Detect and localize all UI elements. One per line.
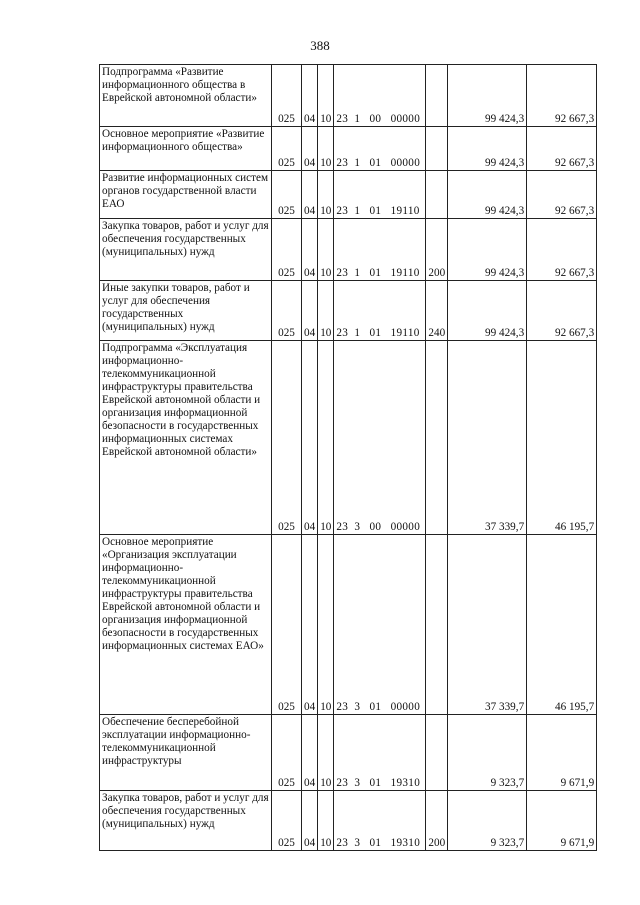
section-code: 04 [302,535,318,715]
subsection-code: 10 [318,535,334,715]
amount-1: 99 424,3 [448,281,527,341]
row-name: Закупка товаров, работ и услуг для обеспечения государственных (муниципальных) нужд [100,219,272,281]
row-name: Основное мероприятие «Организация эксплуатации информационно-телекоммуникационной инфраструктуры правительства Еврейской автономной области и организация информационной безопасности в государственных информационных системах ЕАО» [100,535,272,715]
program-code: 23 1 00 00000 [334,65,426,127]
row-name: Основное мероприятие «Развитие информационного общества» [100,127,272,171]
amount-1: 9 323,7 [448,791,527,851]
row-name: Развитие информационных систем органов государственной власти ЕАО [100,171,272,219]
ministry-code: 025 [272,535,302,715]
amount-1: 99 424,3 [448,127,527,171]
row-name: Подпрограмма «Развитие информационного общества в Еврейской автономной области» [100,65,272,127]
amount-2: 92 667,3 [527,127,597,171]
row-name: Подпрограмма «Эксплуатация информационно-телекоммуникационной инфраструктуры правительства Еврейской автономной области и организация информационной безопасности в государственных информационных системах Еврейской автономной области» [100,341,272,535]
program-code: 23 1 01 00000 [334,127,426,171]
table-row [100,65,597,127]
ministry-code: 025 [272,65,302,127]
expense-type [426,65,448,127]
section-code: 04 [302,715,318,791]
ministry-code: 025 [272,281,302,341]
program-code: 23 3 01 19310 [334,791,426,851]
amount-2: 92 667,3 [527,219,597,281]
ministry-code: 025 [272,127,302,171]
section-code: 04 [302,341,318,535]
amount-2: 9 671,9 [527,715,597,791]
amount-1: 9 323,7 [448,715,527,791]
expense-type [426,535,448,715]
section-code: 04 [302,219,318,281]
ministry-code: 025 [272,715,302,791]
budget-table [99,64,597,851]
subsection-code: 10 [318,791,334,851]
amount-2: 46 195,7 [527,341,597,535]
amount-1: 37 339,7 [448,341,527,535]
table-row [100,127,597,171]
section-code: 04 [302,281,318,341]
expense-type: 240 [426,281,448,341]
program-code: 23 3 00 00000 [334,341,426,535]
expense-type: 200 [426,791,448,851]
table-row [100,535,597,715]
program-code: 23 1 01 19110 [334,219,426,281]
subsection-code: 10 [318,715,334,791]
subsection-code: 10 [318,219,334,281]
program-code: 23 1 01 19110 [334,171,426,219]
subsection-code: 10 [318,281,334,341]
amount-2: 46 195,7 [527,535,597,715]
ministry-code: 025 [272,219,302,281]
amount-1: 99 424,3 [448,171,527,219]
row-name: Иные закупки товаров, работ и услуг для обеспечения государственных (муниципальных) нужд [100,281,272,341]
program-code: 23 3 01 19310 [334,715,426,791]
amount-1: 37 339,7 [448,535,527,715]
amount-2: 9 671,9 [527,791,597,851]
expense-type: 200 [426,219,448,281]
expense-type [426,715,448,791]
amount-1: 99 424,3 [448,65,527,127]
page-number: 388 [310,38,330,53]
table-row [100,341,597,535]
section-code: 04 [302,791,318,851]
ministry-code: 025 [272,341,302,535]
subsection-code: 10 [318,171,334,219]
table-row [100,171,597,219]
subsection-code: 10 [318,65,334,127]
amount-1: 99 424,3 [448,219,527,281]
subsection-code: 10 [318,127,334,171]
section-code: 04 [302,65,318,127]
expense-type [426,127,448,171]
row-name: Закупка товаров, работ и услуг для обеспечения государственных (муниципальных) нужд [100,791,272,851]
section-code: 04 [302,127,318,171]
amount-2: 92 667,3 [527,65,597,127]
expense-type [426,171,448,219]
program-code: 23 1 01 19110 [334,281,426,341]
ministry-code: 025 [272,171,302,219]
program-code: 23 3 01 00000 [334,535,426,715]
subsection-code: 10 [318,341,334,535]
ministry-code: 025 [272,791,302,851]
amount-2: 92 667,3 [527,281,597,341]
expense-type [426,341,448,535]
table-row [100,281,597,341]
table-row [100,219,597,281]
row-name: Обеспечение бесперебойной эксплуатации информационно-телекоммуникационной инфраструктуры [100,715,272,791]
amount-2: 92 667,3 [527,171,597,219]
table-row [100,791,597,851]
table-row [100,715,597,791]
section-code: 04 [302,171,318,219]
